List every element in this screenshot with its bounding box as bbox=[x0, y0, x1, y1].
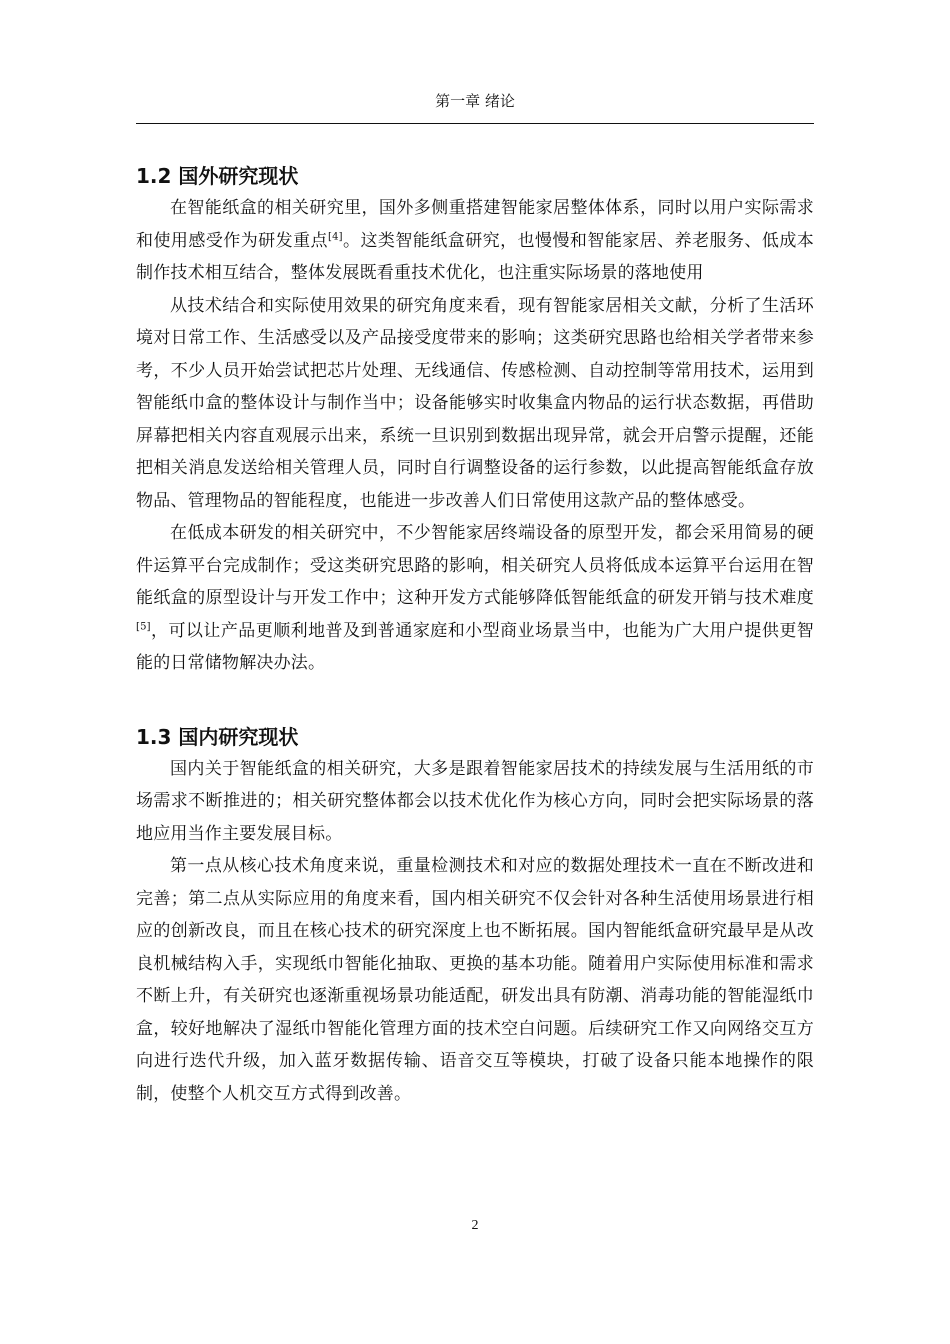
paragraph-text: 第一点从核心技术角度来说，重量检测技术和对应的数据处理技术一直在不断改进和完善；第二点从实际应用的角度来看，国内相关研究不仅会针对各种生活使用场景进行相应的创新改良，而且在核心技术的研究深度上也不断拓展。国内智能纸盒研究最早是从改良机械结构入手，实现纸巾智能化抽取、更换的基本功能。随着用户实际使用标准和需求不断上升，有关研究也逐渐重视场景功能适配，研发出具有防潮、消毒功能的智能湿纸巾盒，较好地解决了湿纸巾智能化管理方面的技术空白问题。后续研究工作又向网络交互方向进行迭代升级，加入蓝牙数据传输、语音交互等模块，打破了设备只能本地操作的限制，使整个人机交互方式得到改善。 bbox=[136, 856, 814, 1104]
running-header: 第一章 绪论 bbox=[435, 92, 515, 110]
section-title: 国内研究现状 bbox=[178, 724, 299, 749]
section-title: 国外研究现状 bbox=[178, 164, 299, 188]
paragraph bbox=[136, 192, 814, 290]
section-heading bbox=[136, 160, 814, 192]
paragraph bbox=[136, 290, 814, 518]
page-content bbox=[136, 160, 814, 1110]
section-number: 1.3 bbox=[136, 724, 172, 749]
paragraph-text: 从技术结合和实际使用效果的研究角度来看，现有智能家居相关文献，分析了生活环境对日常工作、生活感受以及产品接受度带来的影响；这类研究思路也给相关学者带来参考，不少人员开始尝试把芯片处理、无线通信、传感检测、自动控制等常用技术，运用到智能纸巾盒的整体设计与制作当中；设备能够实时收集盒内物品的运行状态数据，再借助屏幕把相关内容直观展示出来，系统一旦识别到数据出现异常，就会开启警示提醒，还能把相关消息发送给相关管理人员，同时自行调整设备的运行参数，以此提高智能纸盒存放物品、管理物品的智能程度，也能进一步改善人们日常使用这款产品的整体感受。 bbox=[136, 295, 814, 511]
section-number: 1.2 bbox=[136, 164, 172, 188]
paragraph bbox=[136, 850, 814, 1110]
paragraph bbox=[136, 517, 814, 680]
paragraph bbox=[136, 753, 814, 851]
paragraph-text: 国内关于智能纸盒的相关研究，大多是跟着智能家居技术的持续发展与生活用纸的市场需求不断推进的；相关研究整体都会以技术优化作为核心方向，同时会把实际场景的落地应用当作主要发展目标。 bbox=[136, 758, 814, 844]
paragraph-text: 在智能纸盒的相关研究里，国外多侧重搭建智能家居整体体系，同时以用户实际需求和使用感受作为研发重点 bbox=[136, 198, 814, 251]
section-heading bbox=[136, 721, 814, 753]
section-domestic-research bbox=[136, 721, 814, 1111]
paragraph-text: 在低成本研发的相关研究中，不少智能家居终端设备的原型开发，都会采用简易的硬件运算平台完成制作；受这类研究思路的影响，相关研究人员将低成本运算平台运用在智能纸盒的原型设计与开发工作中；这种开发方式能够降低智能纸盒的研发开销与技术难度 bbox=[136, 523, 814, 608]
page-number: 2 bbox=[471, 1218, 479, 1233]
paragraph-text: 。这类智能纸盒研究，也慢慢和智能家居、养老服务、低成本制作技术相互结合，整体发展既看重技术优化，也注重实际场景的落地使用 bbox=[136, 230, 815, 283]
citation: [4] bbox=[328, 230, 343, 242]
section-foreign-research bbox=[136, 160, 814, 680]
paragraph-text: ，可以让产品更顺利地普及到普通家庭和小型商业场景当中，也能为广大用户提供更智能的日常储物解决办法。 bbox=[136, 620, 814, 673]
header-rule bbox=[136, 123, 814, 124]
citation: [5] bbox=[136, 620, 151, 632]
section-spacer bbox=[136, 691, 814, 721]
